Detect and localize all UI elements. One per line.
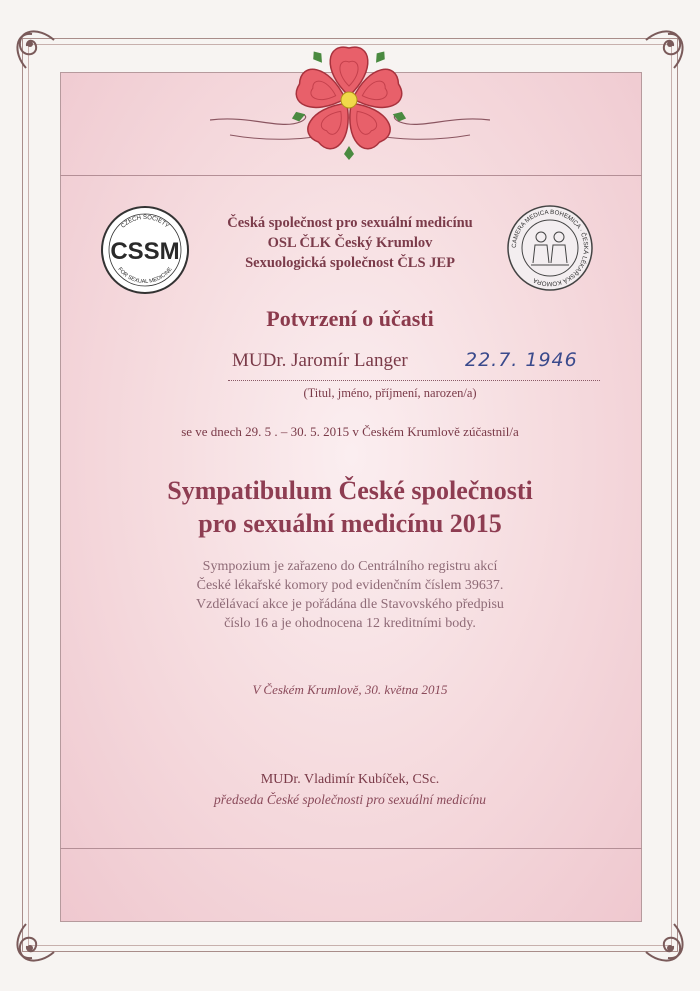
corner-ornament-bottom-left bbox=[8, 910, 68, 970]
handwritten-birth-date: 22.7. 1946 bbox=[465, 349, 578, 371]
attendance-statement: se ve dnech 29. 5 . – 30. 5. 2015 v Českém Krumlově zúčastnil/a bbox=[181, 424, 519, 439]
signatory-role: předseda České společnosti pro sexuální medicínu bbox=[213, 792, 487, 807]
cssm-logo-top-ring: CZECH SOCIETY bbox=[120, 215, 170, 230]
event-title-line-2: pro sexuální medicínu 2015 bbox=[198, 509, 502, 538]
organization-line-2: OSL ČLK Český Krumlov bbox=[267, 235, 433, 251]
top-band-divider bbox=[60, 175, 642, 176]
description-line-3: Vzdělávací akce je pořádána dle Stavovského předpisu bbox=[196, 597, 504, 612]
certificate-title: Potvrzení o účasti bbox=[266, 306, 434, 331]
name-field-hint: (Titul, jméno, příjmení, narozen/a) bbox=[303, 386, 477, 400]
organization-line-3: Sexuologická společnost ČLS JEP bbox=[245, 255, 455, 271]
rose-emblem bbox=[288, 38, 410, 162]
seal-ring-text: CAMERA MEDICA BOHEMICA · ČESKÁ LÉKAŘSKÁ KOMORA bbox=[510, 208, 590, 288]
description-line-2: České lékařské komory pod evidenčním číslem 39637. bbox=[196, 578, 504, 593]
description-line-4: číslo 16 a je ohodnocena 12 kreditními body. bbox=[224, 616, 476, 631]
participant-name: MUDr. Jaromír Langer bbox=[232, 350, 408, 371]
description-line-1: Sympozium je zařazeno do Centrálního registru akcí bbox=[202, 559, 498, 574]
organization-line-1: Česká společnost pro sexuální medicínu bbox=[227, 215, 473, 231]
bottom-band-divider bbox=[60, 848, 642, 849]
event-title-line-1: Sympatibulum České společnosti bbox=[167, 476, 533, 505]
cssm-logo-text: CSSM bbox=[110, 238, 180, 265]
cssm-logo-bottom-ring: FOR SEXUAL MEDICINE bbox=[116, 266, 174, 286]
signatory-name: MUDr. Vladimír Kubíček, CSc. bbox=[260, 772, 440, 787]
corner-ornament-top-left bbox=[8, 22, 68, 82]
place-and-date: V Českém Krumlově, 30. května 2015 bbox=[252, 682, 448, 697]
